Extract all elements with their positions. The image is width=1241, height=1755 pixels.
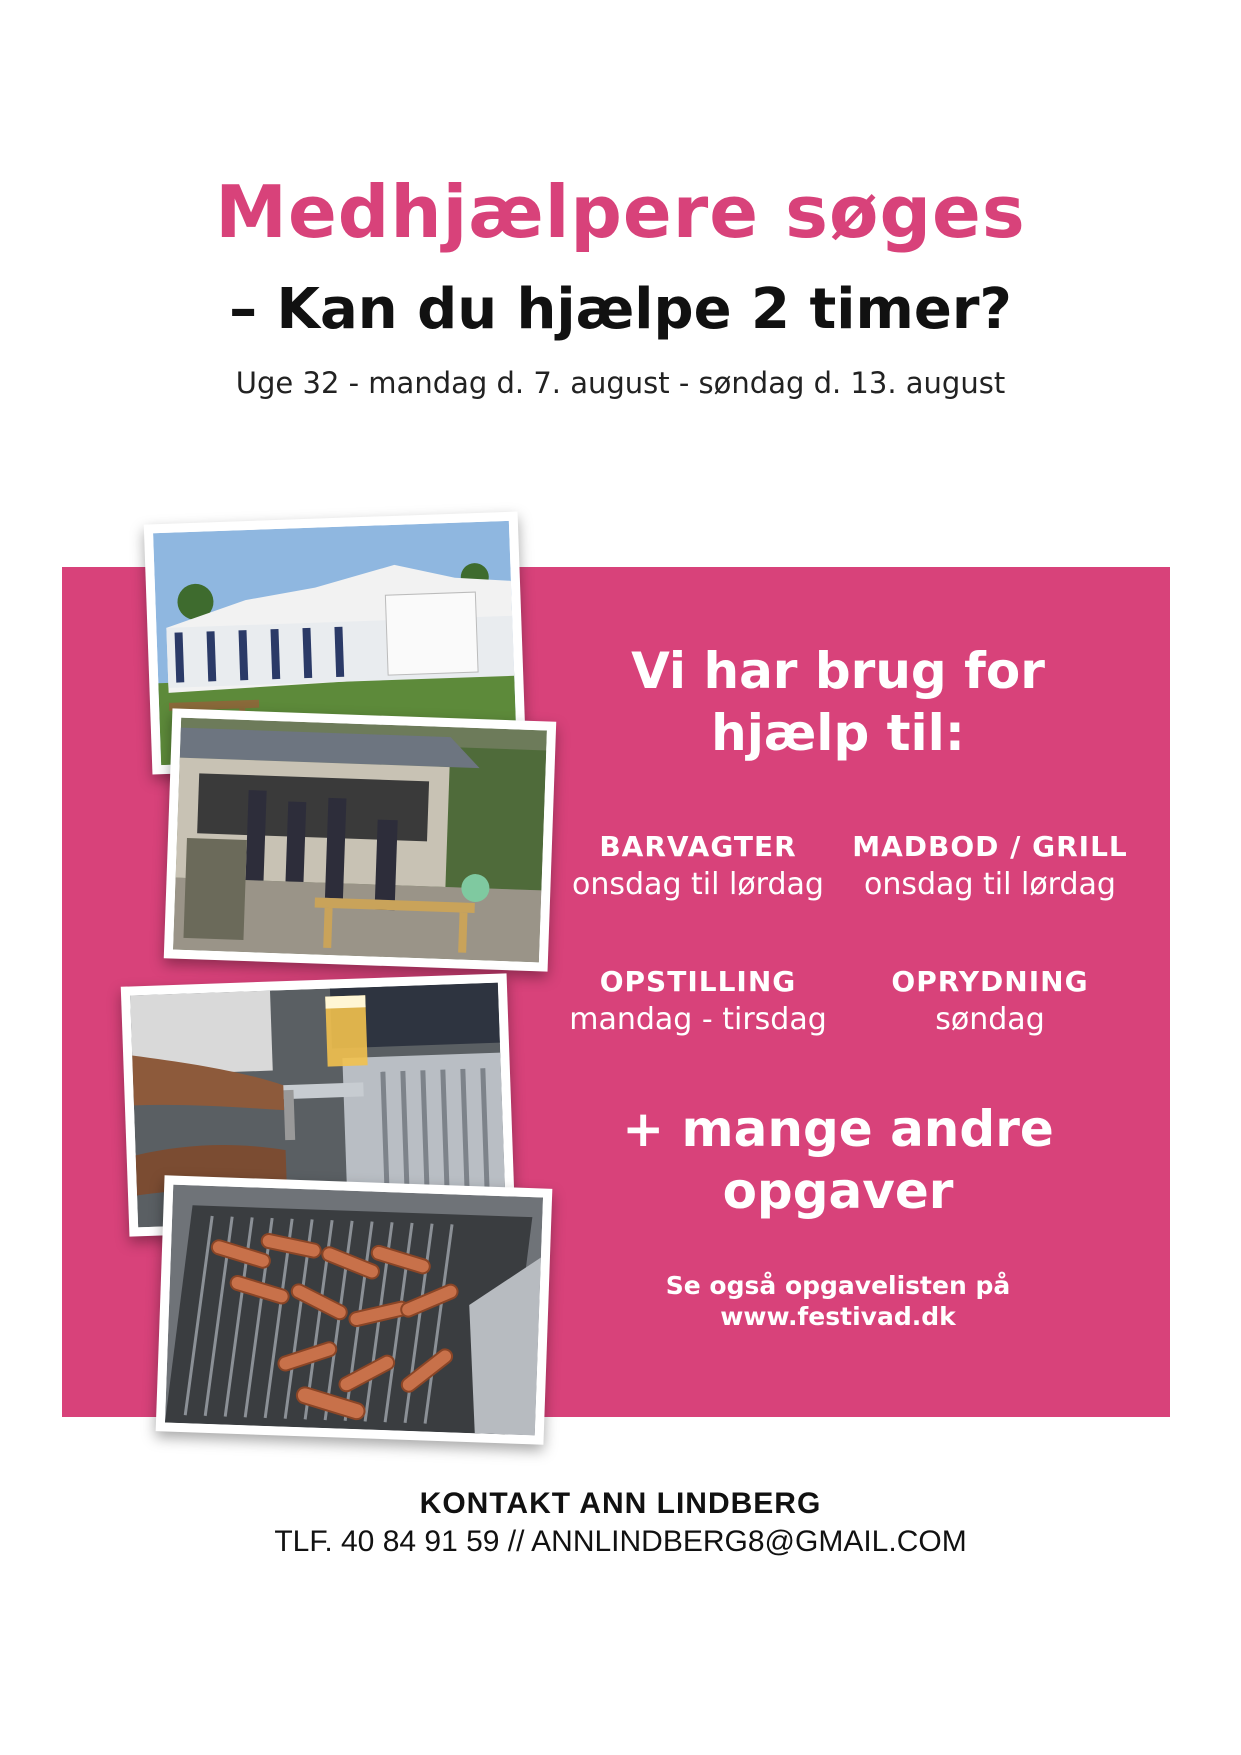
poster-title: Medhjælpere søges xyxy=(215,170,1026,254)
contact-name: KONTAKT ANN LINDBERG xyxy=(419,1487,822,1520)
panel-heading-line2: hjælp til: xyxy=(711,704,965,762)
more-tasks xyxy=(530,1098,1146,1222)
more-tasks-line1: + mange andre xyxy=(622,1100,1054,1158)
event-dates: Uge 32 - mandag d. 7. august - søndag d. 13. august xyxy=(235,366,1006,400)
photo-bar-hut xyxy=(164,708,556,971)
task-name: OPSTILLING xyxy=(599,965,797,998)
panel-heading xyxy=(530,640,1146,764)
task-when: mandag - tirsdag xyxy=(569,1002,827,1037)
task-oprydning xyxy=(840,963,1140,1039)
task-opstilling xyxy=(548,963,848,1039)
task-when: søndag xyxy=(935,1002,1045,1037)
see-also xyxy=(530,1270,1146,1332)
panel-heading-line1: Vi har brug for xyxy=(631,642,1045,700)
task-when: onsdag til lørdag xyxy=(864,867,1116,902)
task-name: MADBOD / GRILL xyxy=(852,830,1128,863)
photo-grill xyxy=(156,1175,553,1444)
task-madbod-grill xyxy=(840,828,1140,904)
task-barvagter xyxy=(548,828,848,904)
poster-subtitle: – Kan du hjælpe 2 timer? xyxy=(229,277,1012,342)
contact-info: TLF. 40 84 91 59 // ANNLINDBERG8@GMAIL.COM xyxy=(274,1525,967,1558)
task-when: onsdag til lørdag xyxy=(572,867,824,902)
task-name: OPRYDNING xyxy=(891,965,1089,998)
see-also-text: Se også opgavelisten på xyxy=(665,1271,1011,1300)
more-tasks-line2: opgaver xyxy=(722,1162,954,1220)
website-link[interactable]: www.festivad.dk xyxy=(720,1302,956,1331)
task-name: BARVAGTER xyxy=(599,830,797,863)
